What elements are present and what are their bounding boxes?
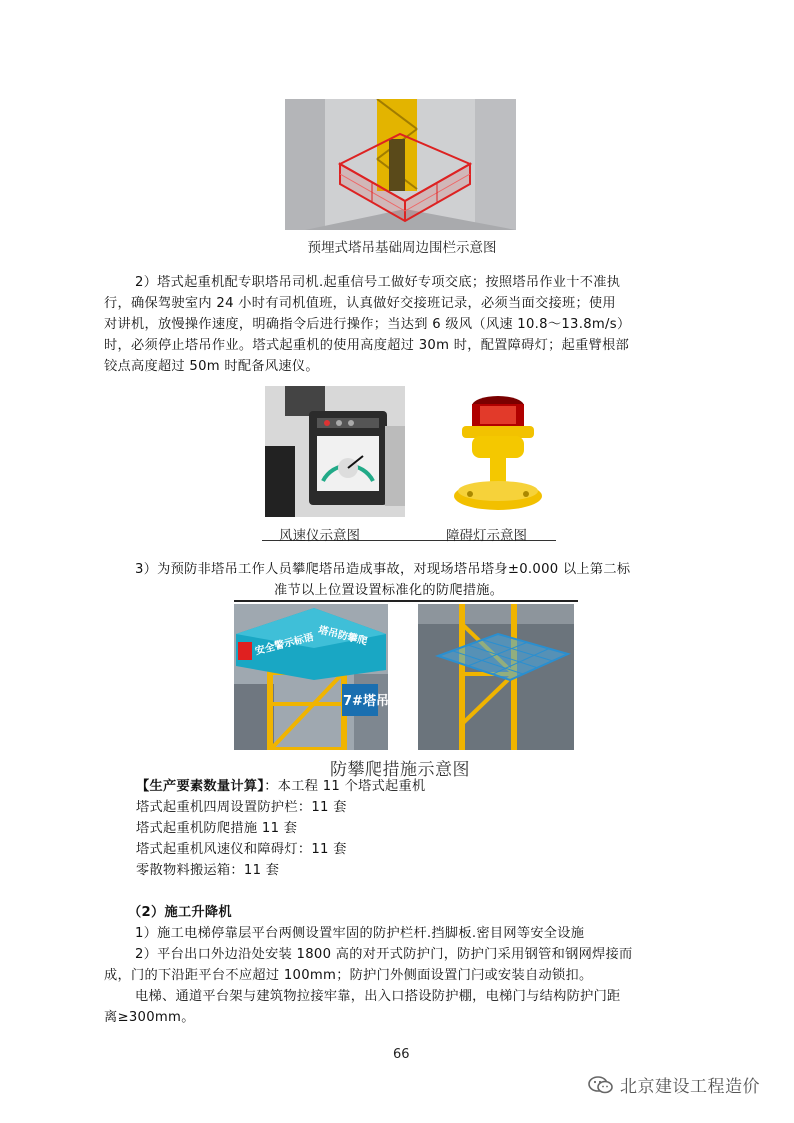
section2-line: 电梯、通道平台架与建筑物拉接牢靠，出入口搭设防护棚，电梯门与结构防护门距 — [135, 989, 621, 1004]
section2-line: 成，门的下沿距平台不应超过 100mm；防护门外侧面设置门闩或安装自动锁扣。 — [104, 968, 593, 983]
watermark-text: 北京建设工程造价 — [620, 1077, 760, 1097]
wechat-icon — [588, 1075, 614, 1095]
figure2-caption-right: 障碍灯示意图 — [446, 528, 527, 544]
para2-line: 2）塔式起重机配专职塔吊司机.起重信号工做好专项交底；按照塔吊作业十不准执 — [135, 275, 621, 290]
obstruction-light-photo — [432, 386, 562, 517]
quantity-item: 塔式起重机防爬措施 11 套 — [136, 821, 298, 836]
para2-line: 时，必须停止塔吊作业。塔式起重机的使用高度超过 30m 时，配置障碍灯；起重臂根部 — [104, 338, 630, 353]
anti-climb-sign-left: 安全警示标语 — [254, 632, 315, 658]
paragraph-3 — [104, 559, 724, 601]
figure2-caption-left: 风速仪示意图 — [279, 528, 360, 544]
para3-line: 3）为预防非塔吊工作人员攀爬塔吊造成事故，对现场塔吊塔身±0.000 以上第二标 — [135, 562, 631, 577]
figure3-caption: 防攀爬措施示意图 — [330, 760, 470, 780]
quantities-heading-rest: ：本工程 11 个塔式起重机 — [264, 779, 426, 794]
quantities-heading: 【生产要素数量计算】 — [136, 779, 265, 794]
crane-fence-photo — [285, 99, 516, 230]
figure1-caption: 预埋式塔吊基础周边围栏示意图 — [307, 240, 497, 256]
figure3-top-rule — [234, 600, 578, 602]
watermark — [588, 1072, 760, 1097]
anti-climb-photo-right — [418, 604, 574, 750]
section2-line: 离≥300mm。 — [104, 1010, 195, 1025]
para2-line: 行，确保驾驶室内 24 小时有司机值班，认真做好交接班记录，必须当面交接班；使用 — [104, 296, 616, 311]
section2-body — [104, 923, 724, 1028]
section2-heading: （2）施工升降机 — [128, 905, 232, 920]
paragraph-2 — [104, 272, 724, 377]
anti-climb-photo-left — [234, 604, 388, 750]
anti-climb-sign-right: 塔吊防攀爬 — [317, 624, 369, 648]
quantities-heading-line — [136, 776, 696, 797]
para3-line: 准节以上位置设置标准化的防爬措施。 — [274, 583, 504, 598]
tower-number-sign: 7#塔吊 — [343, 694, 389, 709]
para2-line: 铰点高度超过 50m 时配备风速仪。 — [104, 359, 319, 374]
section2-line: 2）平台出口外边沿处安装 1800 高的对开式防护门，防护门采用钢管和钢网焊接而 — [135, 947, 633, 962]
page-number: 66 — [393, 1047, 410, 1062]
quantity-item: 零散物料搬运箱：11 套 — [136, 863, 280, 878]
quantities-block — [136, 776, 696, 881]
para2-line: 对讲机，放慢操作速度，明确指令后进行操作；当达到 6 级风（风速 10.8～13.8m/s） — [104, 317, 631, 332]
quantity-item: 塔式起重机风速仪和障碍灯：11 套 — [136, 842, 347, 857]
anemometer-photo — [265, 386, 405, 517]
quantity-item: 塔式起重机四周设置防护栏：11 套 — [136, 800, 347, 815]
section2-line: 1）施工电梯停靠层平台两侧设置牢固的防护栏杆.挡脚板.密目网等安全设施 — [135, 926, 585, 941]
